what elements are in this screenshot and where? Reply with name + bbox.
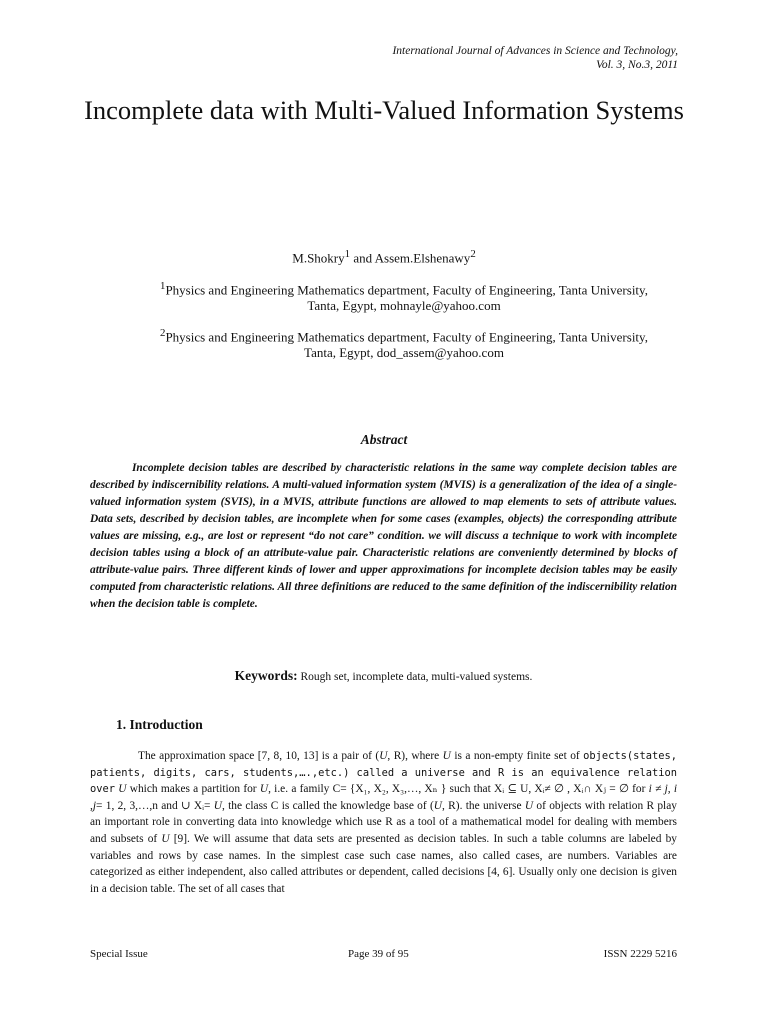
keywords-text: Rough set, incomplete data, multi-valued systems. <box>297 671 533 683</box>
paper-title: Incomplete data with Multi-Valued Information Systems <box>84 95 684 125</box>
abstract-heading: Abstract <box>360 432 408 447</box>
affiliation-marker: 1 <box>160 280 166 292</box>
author-name: Assem.Elshenawy <box>374 250 471 266</box>
text-run: U <box>433 799 443 812</box>
affiliation-1 <box>120 278 688 314</box>
body-paragraph <box>90 748 677 897</box>
text-run: The approximation space [7, 8, 10, 13] is a pair of ( <box>138 750 380 762</box>
footer-issue: Special Issue <box>90 948 148 960</box>
footer-page-number: Page 39 of 95 <box>348 948 409 960</box>
text-run: , i.e. a family C= {X₁, X₂, X₃,…, Xₙ } such that Xᵢ ⊆ U, Xᵢ≠ ∅ , Xᵢ∩ Xⱼ = ∅ for <box>268 783 649 796</box>
text-run: , the class C is called the knowledge base of ( <box>221 799 434 812</box>
affiliation-marker: 2 <box>160 327 166 339</box>
author-conjunction: and <box>350 250 375 266</box>
affiliation-line: Physics and Engineering Mathematics department, Faculty of Engineering, Tanta University, <box>165 329 648 345</box>
text-run: U <box>524 799 534 812</box>
authors <box>80 248 688 266</box>
affiliation-2 <box>120 325 688 361</box>
text-run: U <box>442 750 451 762</box>
text-run: , R), where <box>387 750 443 762</box>
affiliation-line: Tanta, Egypt, mohnayle@yahoo.com <box>307 298 501 314</box>
text-run: U <box>213 799 222 812</box>
author-affil-marker: 1 <box>344 248 351 260</box>
keywords <box>90 668 677 684</box>
text-run: which makes a partition for <box>126 783 260 796</box>
text-run: objects(states, patients, digits, cars, students,….,etc.) called a universe and R is an equivalence relation over <box>90 750 677 796</box>
text-run: , R). the universe <box>442 799 525 812</box>
journal-header <box>392 44 678 72</box>
section-heading: 1. Introduction <box>116 717 203 732</box>
author-affil-marker: 2 <box>470 248 476 260</box>
text-run: U <box>115 783 127 796</box>
author-name: M.Shokry <box>292 250 345 266</box>
journal-name: International Journal of Advances in Science and Technology, <box>392 45 678 57</box>
abstract-part: Incomplete decision tables are described by characteristic relations in the same way complete decision tables are described by indiscernibility relations. A multi-valued information system (MVIS) is a generalization of the idea of a single-valued information system (SVIS), in a MVIS, attribute functions are allowed to map elements to sets of attribute values. Data sets, described by decision tables, are incomplete when for some cases (examples, objects) the corresponding attribute values are missing, e.g., are lost or rep <box>90 462 677 542</box>
text-run: U <box>259 783 269 796</box>
affiliation-line: Physics and Engineering Mathematics department, Faculty of Engineering, Tanta University, <box>165 282 648 298</box>
text-run: U <box>379 750 388 762</box>
footer-issn: ISSN 2229 5216 <box>603 948 677 960</box>
keywords-label: Keywords: <box>234 668 298 683</box>
text-run: of objects with relation R play an important role in converting data into knowledge which use R as a tool of a mathematical model for dealing with members and subsets of <box>90 799 677 845</box>
abstract-part: condition. we will discuss a technique to work with incomplete decision tables using a block of an attribute-value pair. Characteristic relations are conveniently determined by blocks of attribute-value pairs. Three different kinds of lower and upper approximations for incomplete decision tables may be easily computed from characteristic relations. All three definitions are reduced to the same definition of the indiscernibility relation when the decision table is complete. <box>90 530 677 610</box>
text-run: is a non-empty finite set of <box>450 750 584 762</box>
abstract-text <box>90 460 677 613</box>
text-run: U <box>161 832 170 845</box>
text-run: i ≠ j, i ,j <box>90 783 677 812</box>
text-run: [9]. We will assume that data sets are presented as decision tables. In such a table columns are labeled by variables and rows by case names. In the simplest case such case names, also called cases, are numbers. Variables are categorized as either independent, also called attributes or dependent, called decisions [4, 6]. Usually only one decision is given in a decision table. The set of all cases that <box>90 832 677 895</box>
text-run: = 1, 2, 3,…,n and ∪ Xᵢ= <box>96 799 214 812</box>
affiliation-line: Tanta, Egypt, dod_assem@yahoo.com <box>304 345 504 361</box>
abstract-part: resent “do not care” <box>276 530 374 542</box>
journal-volume: Vol. 3, No.3, 2011 <box>596 59 678 71</box>
